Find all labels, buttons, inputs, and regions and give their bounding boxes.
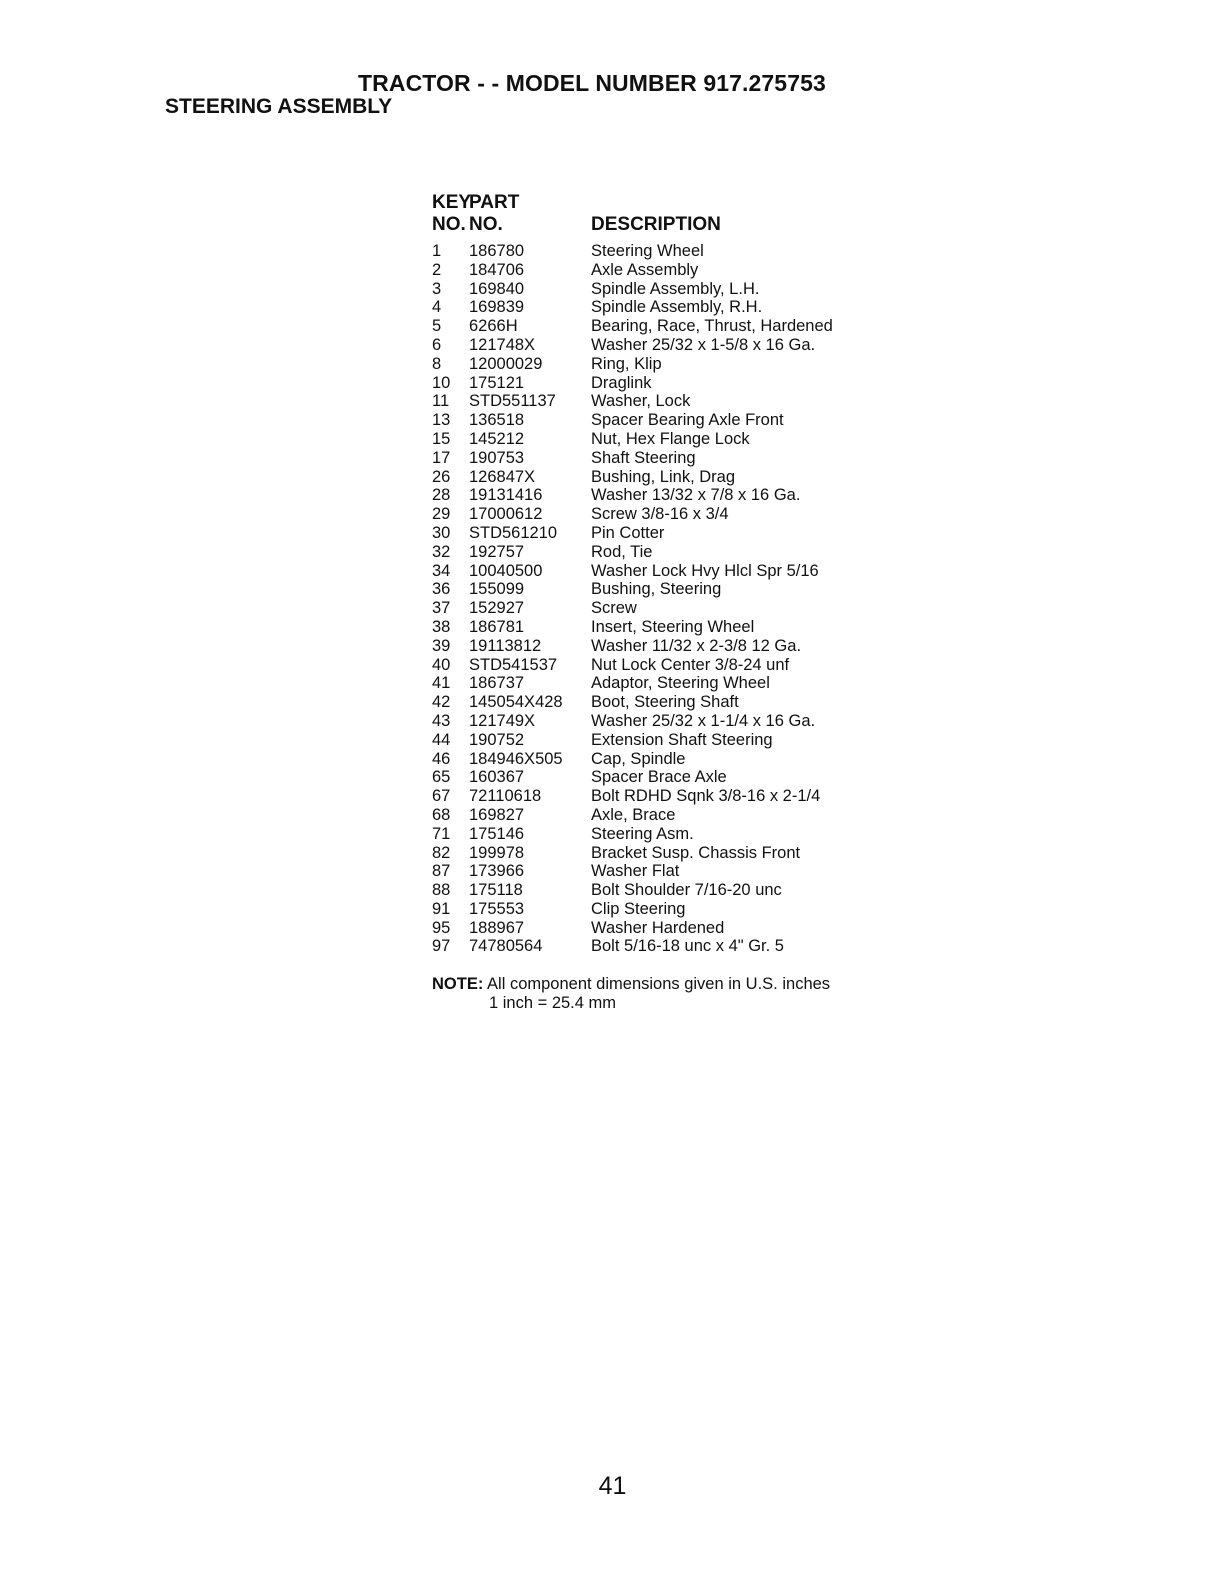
description-cell: Screw (591, 599, 637, 618)
description-cell: Washer 11/32 x 2-3/8 12 Ga. (591, 636, 802, 655)
part-no-cell: 188967 (469, 918, 525, 937)
description-cell: Pin Cotter (591, 523, 665, 542)
note-label: NOTE: (432, 975, 484, 993)
table-row (432, 449, 872, 468)
description-cell: Bushing, Steering (591, 580, 722, 599)
description-cell: Clip Steering (591, 899, 686, 918)
table-row (432, 486, 872, 505)
key-no-header-line2: NO. (432, 214, 466, 235)
part-no-cell: 175118 (469, 881, 523, 900)
table-row (432, 656, 872, 675)
table-row (432, 336, 872, 355)
description-cell: Washer, Lock (591, 392, 691, 411)
description-cell: Bolt RDHD Sqnk 3/8-16 x 2-1/4 (591, 787, 821, 806)
table-row (432, 693, 872, 712)
part-no-cell: 190753 (469, 448, 525, 467)
part-no-cell: 190752 (469, 730, 525, 749)
dimension-note (432, 975, 830, 1013)
table-row (432, 825, 872, 844)
key-no-cell: 39 (432, 636, 451, 655)
part-no-cell: 169827 (469, 805, 525, 824)
part-no-cell: STD561210 (469, 523, 558, 542)
page-title: TRACTOR - - MODEL NUMBER 917.275753 (358, 70, 826, 96)
part-no-cell: 152927 (469, 599, 525, 618)
description-cell: Extension Shaft Steering (591, 730, 773, 749)
table-row (432, 524, 872, 543)
key-no-cell: 65 (432, 768, 451, 787)
description-cell: Spacer Bearing Axle Front (591, 411, 784, 430)
key-no-cell: 97 (432, 937, 451, 956)
part-no-cell: 121748X (469, 335, 536, 354)
key-no-cell: 88 (432, 881, 451, 900)
description-cell: Spindle Assembly, L.H. (591, 279, 760, 298)
description-cell: Rod, Tie (591, 542, 653, 561)
description-cell: Adaptor, Steering Wheel (591, 674, 770, 693)
part-no-cell: 160367 (469, 768, 525, 787)
table-row (432, 881, 872, 900)
description-cell: Boot, Steering Shaft (591, 693, 739, 712)
description-cell: Washer 25/32 x 1-5/8 x 16 Ga. (591, 335, 816, 354)
key-no-cell: 46 (432, 749, 451, 768)
part-no-cell: 74780564 (469, 937, 543, 956)
part-no-cell: 175121 (469, 373, 525, 392)
key-no-cell: 1 (432, 242, 442, 260)
table-row (432, 900, 872, 919)
part-no-cell: 199978 (469, 843, 525, 862)
key-no-cell: 10 (432, 373, 451, 392)
part-no-cell: 12000029 (469, 354, 543, 373)
key-no-cell: 2 (432, 260, 442, 279)
note-text: All component dimensions given in U.S. inches (487, 975, 831, 993)
table-row (432, 468, 872, 487)
part-no-cell: 6266H (469, 317, 518, 336)
table-row (432, 919, 872, 938)
part-no-header-line2: NO. (469, 214, 503, 235)
description-cell: Nut Lock Center 3/8-24 unf (591, 655, 790, 674)
key-no-cell: 26 (432, 467, 451, 486)
table-row (432, 768, 872, 787)
part-no-cell: 121749X (469, 711, 536, 730)
key-no-cell: 37 (432, 599, 451, 618)
table-row (432, 242, 872, 261)
parts-list-header (432, 192, 872, 242)
part-no-cell: 145212 (469, 429, 525, 448)
description-cell: Screw 3/8-16 x 3/4 (591, 505, 729, 524)
table-row (432, 712, 872, 731)
part-no-cell: 19113812 (469, 636, 542, 655)
table-row (432, 937, 872, 956)
key-no-cell: 42 (432, 693, 451, 712)
part-no-cell: 186781 (469, 617, 525, 636)
table-row (432, 637, 872, 656)
key-no-cell: 36 (432, 580, 451, 599)
part-no-header-line1: PART (469, 192, 520, 213)
part-no-cell: 169839 (469, 298, 525, 317)
table-row (432, 787, 872, 806)
table-row (432, 750, 872, 769)
description-cell: Washer 25/32 x 1-1/4 x 16 Ga. (591, 711, 816, 730)
key-no-cell: 8 (432, 354, 442, 373)
description-cell: Draglink (591, 373, 652, 392)
description-cell: Shaft Steering (591, 448, 696, 467)
key-no-cell: 44 (432, 730, 451, 749)
description-cell: Insert, Steering Wheel (591, 617, 755, 636)
key-no-cell: 91 (432, 899, 451, 918)
key-no-cell: 30 (432, 523, 451, 542)
description-cell: Washer Lock Hvy Hlcl Spr 5/16 (591, 561, 819, 580)
key-no-header-line1: KEY (432, 192, 472, 213)
parts-list (432, 192, 872, 956)
table-row (432, 862, 872, 881)
part-no-cell: 136518 (469, 411, 525, 430)
part-no-cell: 186780 (469, 242, 525, 260)
key-no-cell: 43 (432, 711, 451, 730)
description-cell: Spacer Brace Axle (591, 768, 727, 787)
part-no-cell: 186737 (469, 674, 525, 693)
parts-list-rows (432, 242, 872, 956)
part-no-cell: 169840 (469, 279, 525, 298)
key-no-cell: 41 (432, 674, 451, 693)
key-no-cell: 82 (432, 843, 451, 862)
description-cell: Cap, Spindle (591, 749, 686, 768)
description-cell: Washer 13/32 x 7/8 x 16 Ga. (591, 486, 801, 505)
key-no-cell: 13 (432, 411, 451, 430)
key-no-cell: 95 (432, 918, 451, 937)
key-no-cell: 34 (432, 561, 451, 580)
key-no-cell: 15 (432, 429, 451, 448)
key-no-cell: 67 (432, 787, 451, 806)
table-row (432, 317, 872, 336)
section-title: STEERING ASSEMBLY (165, 95, 393, 118)
description-cell: Bolt 5/16-18 unc x 4" Gr. 5 (591, 937, 784, 956)
description-cell: Washer Hardened (591, 918, 725, 937)
key-no-cell: 29 (432, 505, 451, 524)
key-no-cell: 38 (432, 617, 451, 636)
key-no-cell: 6 (432, 335, 442, 354)
key-no-cell: 32 (432, 542, 451, 561)
description-cell: Nut, Hex Flange Lock (591, 429, 750, 448)
table-row (432, 731, 872, 750)
description-header: DESCRIPTION (591, 214, 721, 235)
part-no-cell: 173966 (469, 862, 525, 881)
table-row (432, 280, 872, 299)
key-no-cell: 28 (432, 486, 451, 505)
table-row (432, 392, 872, 411)
table-row (432, 599, 872, 618)
table-row (432, 374, 872, 393)
table-row (432, 674, 872, 693)
table-row (432, 580, 872, 599)
table-row (432, 430, 872, 449)
table-row (432, 543, 872, 562)
part-no-cell: 184946X505 (469, 749, 563, 768)
part-no-cell: 192757 (469, 542, 525, 561)
part-no-cell: 184706 (469, 260, 525, 279)
part-no-cell: 155099 (469, 580, 525, 599)
part-no-cell: STD551137 (469, 392, 556, 411)
key-no-cell: 17 (432, 448, 451, 467)
key-no-cell: 3 (432, 279, 442, 298)
table-row (432, 411, 872, 430)
description-cell: Axle, Brace (591, 805, 676, 824)
table-row (432, 562, 872, 581)
description-cell: Spindle Assembly, R.H. (591, 298, 763, 317)
description-cell: Steering Asm. (591, 824, 694, 843)
table-row (432, 355, 872, 374)
key-no-cell: 71 (432, 824, 451, 843)
key-no-cell: 11 (432, 392, 450, 411)
part-no-cell: 10040500 (469, 561, 543, 580)
part-no-cell: 145054X428 (469, 693, 563, 712)
part-no-cell: 175146 (469, 824, 525, 843)
table-row (432, 298, 872, 317)
part-no-cell: 17000612 (469, 505, 543, 524)
description-cell: Bracket Susp. Chassis Front (591, 843, 801, 862)
part-no-cell: 126847X (469, 467, 536, 486)
description-cell: Bolt Shoulder 7/16-20 unc (591, 881, 782, 900)
table-row (432, 261, 872, 280)
page-number: 41 (598, 1472, 627, 1500)
description-cell: Axle Assembly (591, 260, 699, 279)
part-no-cell: 19131416 (469, 486, 543, 505)
key-no-cell: 4 (432, 298, 442, 317)
table-row (432, 844, 872, 863)
key-no-cell: 5 (432, 317, 442, 336)
table-row (432, 505, 872, 524)
key-no-cell: 40 (432, 655, 451, 674)
description-cell: Bushing, Link, Drag (591, 467, 735, 486)
table-row (432, 618, 872, 637)
part-no-cell: 175553 (469, 899, 525, 918)
part-no-cell: 72110618 (469, 787, 542, 806)
description-cell: Ring, Klip (591, 354, 662, 373)
note-conversion: 1 inch = 25.4 mm (489, 994, 617, 1012)
table-row (432, 806, 872, 825)
part-no-cell: STD541537 (469, 655, 558, 674)
description-cell: Steering Wheel (591, 242, 704, 260)
key-no-cell: 68 (432, 805, 451, 824)
description-cell: Bearing, Race, Thrust, Hardened (591, 317, 833, 336)
description-cell: Washer Flat (591, 862, 680, 881)
key-no-cell: 87 (432, 862, 451, 881)
